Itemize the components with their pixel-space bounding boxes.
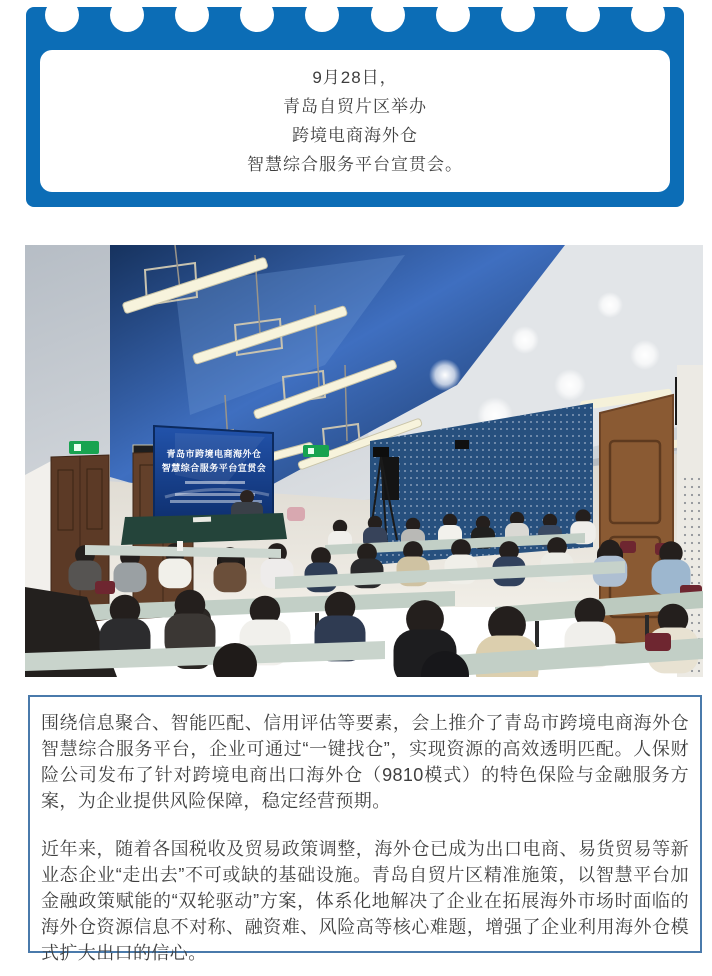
article-paragraph: 近年来，随着各国税收及贸易政策调整，海外仓已成为出口电商、易货贸易等新业态企业“走出去”不可或缺的基础设施。青岛自贸片区精准施策，以智慧平台加金融政策赋能的“双轮驱动”方案，体系化地解决了企业在拓展海外市场时面临的海外仓资源信息不对称、融资难、风险高等核心难题，增强了企业利用海外仓模式扩大出口的信心。 <box>41 839 689 963</box>
scallop-notch <box>110 0 144 32</box>
headline-line-org: 青岛自贸片区举办 <box>283 97 427 116</box>
screen-title-line1: 青岛市跨境电商海外仓 <box>166 449 262 459</box>
headline-line-event: 智慧综合服务平台宣贯会。 <box>247 155 463 174</box>
headline-card <box>40 50 670 192</box>
scallop-notch <box>305 0 339 32</box>
headline-line-topic: 跨境电商海外仓 <box>292 126 418 145</box>
scallop-notch <box>566 0 600 32</box>
article-text-box <box>28 695 702 963</box>
exit-sign-icon <box>69 441 99 454</box>
scallop-notch <box>45 0 79 32</box>
scallop-notch <box>240 0 274 32</box>
scallop-notch <box>175 0 209 32</box>
scallop-notch <box>631 0 665 32</box>
scallop-edge <box>26 0 684 32</box>
scallop-notch <box>501 0 535 32</box>
article-paragraph: 围绕信息聚合、智能匹配、信用评估等要素，会上推介了青岛市跨境电商海外仓智慧综合服务平台，企业可通过“一键找仓”，实现资源的高效透明匹配。人保财险公司发布了针对跨境电商出口海外仓（9810模式）的特色保险与金融服务方案，为企业提供风险保障，稳定经营预期。 <box>41 713 689 811</box>
screen-title-line2: 智慧综合服务平台宣贯会 <box>161 463 267 473</box>
calendar-banner <box>26 7 684 207</box>
conference-photo[interactable] <box>25 245 703 677</box>
headline-line-date: 9月28日， <box>312 68 398 87</box>
exit-sign-icon <box>303 445 329 457</box>
scallop-notch <box>371 0 405 32</box>
scallop-notch <box>436 0 470 32</box>
